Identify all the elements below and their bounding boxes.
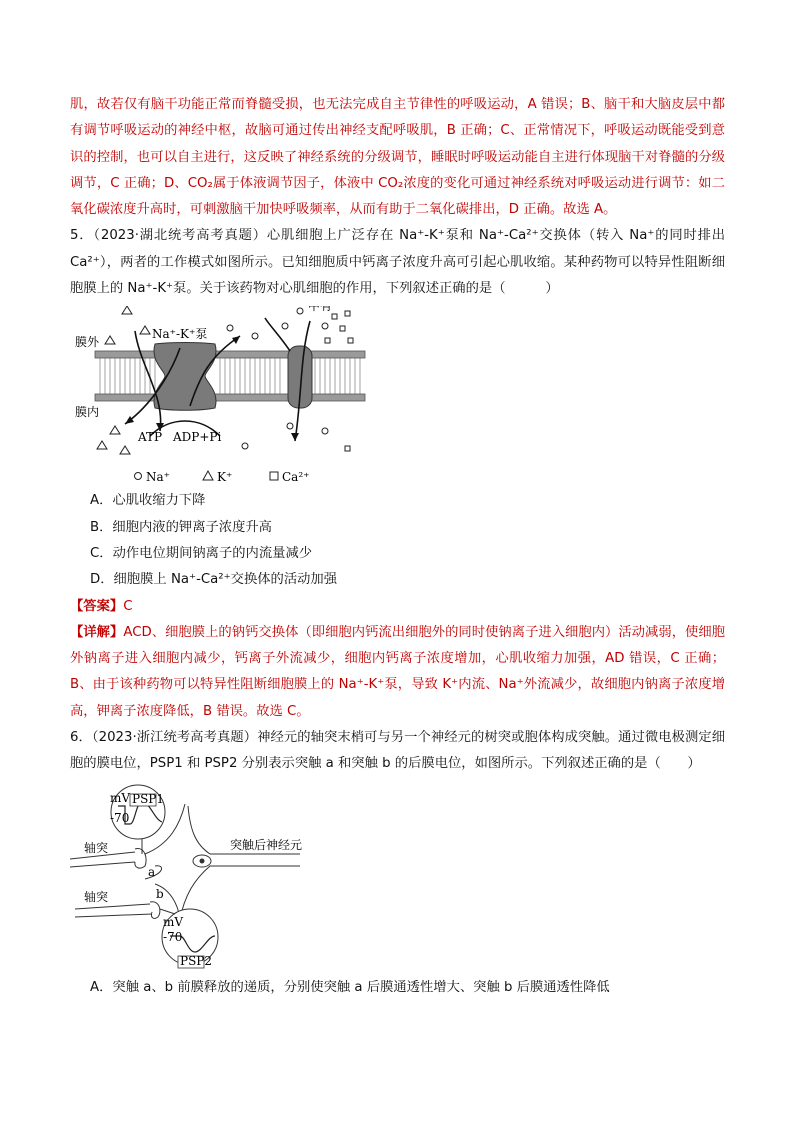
axon-2-label: 轴突 (84, 889, 109, 904)
synapse-diagram (70, 784, 310, 969)
question-5-stem: 5．（2023·湖北统考高考真题）心肌细胞上广泛存在 Na⁺-K⁺泵和 Na⁺-Ca²⁺交换体（转入 Na⁺的同时排出 Ca²⁺），两者的工作模式如图所示。已知细胞质中钙离子浓度升高可引起心肌收缩。某种药物可以特异性阻断细胞膜上的 Na⁺-K⁺泵。关于该药物对心肌细胞的作用，下列叙述正确的是（ ） (70, 228, 725, 297)
label-inside: 膜内 (75, 405, 100, 420)
label-outside: 膜外 (75, 335, 100, 350)
psp1-label: PSP1 (132, 791, 165, 806)
synapse-figure (70, 784, 725, 969)
electrode-b (160, 909, 175, 914)
continued-explanation (70, 92, 725, 223)
synapse-a-label: a (148, 864, 156, 879)
legend-k: K⁺ (217, 470, 233, 485)
psp2-mv: mV (163, 914, 184, 929)
q5-option-d: D．细胞膜上 Na⁺-Ca²⁺交换体的活动加强 (90, 572, 338, 588)
psp1-neg70: -70 (110, 810, 130, 825)
legend-ca-symbol (270, 472, 278, 480)
legend-ca: Ca²⁺ (282, 470, 310, 485)
explanation-tail: 肌，故若仅有脑干功能正常而脊髓受损，也无法完成自主节律性的呼吸运动， (70, 97, 528, 112)
explanation-tail-2: A 错误；B、脑干和大脑皮层中都有调节呼吸运动的神经中枢，故脑可通过传出神经支配呼吸肌，B 正确；C、正常情况下，呼吸运动既能受到意识的控制，也可以自主进行，这反映了神经系统的分级调节，睡眠时呼吸运动能自主进行体现脑干对脊髓的分级调节，C 正确；D、CO₂属于体液调节因子，体液中 CO₂浓度的变化可通过神经系统对呼吸运动进行调节：如二氧化碳浓度升高时，可刺激脑干加快呼吸频率，从而有助于二氧化碳排出，D 正确。故选 A。 (70, 97, 725, 218)
q5-option-b: B．细胞内液的钾离子浓度升高 (90, 519, 272, 535)
label-na-k-pump: Na⁺-K⁺泵 (152, 327, 208, 342)
q5-answer (70, 594, 725, 620)
q5-option-c: C．动作电位期间钠离子的内流量减少 (90, 545, 313, 561)
nucleolus (200, 858, 205, 863)
detail-tag: 【详解】 (70, 624, 124, 640)
answer-value: C (123, 598, 133, 614)
answer-tag: 【答案】 (70, 598, 124, 614)
detail-text: ACD、细胞膜上的钠钙交换体（即细胞内钙流出细胞外的同时使钠离子进入细胞内）活动减弱，使细胞外钠离子进入细胞内减少，钙离子外流减少，细胞内钙离子浓度增加，心肌收缩力加强，AD 错误，C 正确；B、由于该种药物可以特异性阻断细胞膜上的 Na⁺-K⁺泵，导致 K⁺内流、Na⁺外流减少，故细胞内钠离子浓度增高，钾离子浓度降低，B 错误。故选 C。 (70, 624, 726, 719)
legend-na: Na⁺ (146, 470, 170, 485)
question-6-stem: 6．（2023·浙江统考高考真题）神经元的轴突末梢可与另一个神经元的树突或胞体构成突触。通过微电极测定细胞的膜电位，PSP1 和 PSP2 分别表示突触 a 和突触 b 的后膜电位，如图所示。下列叙述正确的是（ ） (70, 730, 725, 772)
lipid-bilayer (95, 351, 365, 401)
synapse-b-label: b (156, 886, 164, 901)
membrane-figure (70, 306, 725, 486)
document-page (70, 92, 725, 1001)
legend-k-symbol (203, 471, 213, 480)
q5-option-a: A．心肌收缩力下降 (90, 493, 206, 509)
q6-option-a: A．突触 a、b 前膜释放的递质，分别使突触 a 后膜通透性增大、突触 b 后膜通透性降低 (90, 979, 610, 995)
axon-1-label: 轴突 (84, 840, 109, 855)
psp2-neg70: -70 (163, 929, 183, 944)
legend-na-symbol (135, 473, 142, 480)
psp1-mv: mV (110, 790, 131, 805)
membrane-diagram (70, 306, 370, 486)
q5-detail (70, 620, 725, 725)
psp2-label: PSP2 (180, 953, 213, 968)
label-adp: ADP+Pi (173, 430, 222, 445)
label-atp: ATP (138, 430, 163, 445)
post-neuron-label: 突触后神经元 (230, 837, 303, 852)
label-topright: 中有 (308, 306, 333, 314)
